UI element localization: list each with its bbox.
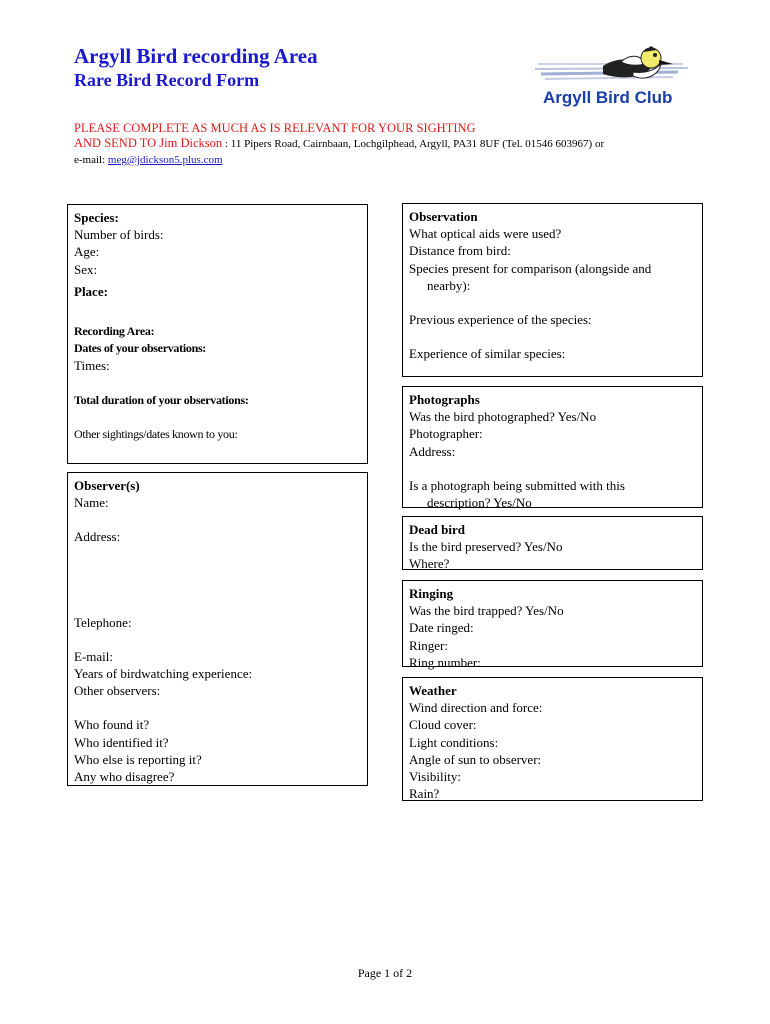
who-found-label: Who found it?	[74, 717, 150, 733]
duration-label: Total duration of your observations:	[74, 392, 249, 407]
date-ringed-label: Date ringed:	[409, 620, 474, 636]
other-sightings-label: Other sightings/dates known to you:	[74, 426, 238, 441]
email-label: E-mail:	[74, 648, 113, 664]
previous-experience-label: Previous experience of the species:	[409, 312, 592, 328]
dates-label: Dates of your observations:	[74, 341, 207, 356]
email-label: e-mail:	[74, 154, 108, 166]
years-label: Years of birdwatching experience:	[74, 666, 253, 682]
address-label: Address:	[74, 529, 121, 545]
times-label: Times:	[74, 358, 110, 374]
instructions	[74, 121, 714, 168]
photographer-label: Photographer:	[409, 426, 483, 442]
optical-label: What optical aids were used?	[409, 226, 562, 242]
cloud-label: Cloud cover:	[409, 717, 477, 733]
place-label: Place:	[74, 283, 108, 299]
rain-label: Rain?	[409, 786, 440, 802]
ringing-heading: Ringing	[409, 586, 454, 601]
distance-label: Distance from bird:	[409, 243, 511, 259]
dead-bird-section	[402, 516, 703, 570]
email-line	[74, 152, 714, 168]
recording-area-label: Recording Area:	[74, 324, 155, 339]
page-title: Argyll Bird recording Area	[74, 44, 318, 68]
postal-address: : 11 Pipers Road, Cairnbaan, Lochgilphead, Argyll, PA31 8UF (Tel. 01546 603967) or	[222, 138, 605, 150]
name-label: Name:	[74, 495, 109, 511]
who-identified-label: Who identified it?	[74, 734, 169, 750]
photographer-address-label: Address:	[409, 443, 456, 459]
observation-section	[402, 203, 703, 377]
observer-section	[67, 472, 368, 786]
light-label: Light conditions:	[409, 734, 499, 750]
who-else-label: Who else is reporting it?	[74, 751, 202, 767]
club-name: Argyll Bird Club	[543, 88, 673, 107]
weather-heading: Weather	[409, 683, 457, 698]
observation-heading: Observation	[409, 209, 478, 224]
send-to-name: AND SEND TO Jim Dickson	[74, 136, 223, 150]
preserved-label: Is the bird preserved? Yes/No	[409, 539, 563, 555]
photographed-label: Was the bird photographed? Yes/No	[409, 409, 597, 425]
trapped-label: Was the bird trapped? Yes/No	[409, 603, 564, 619]
dead-bird-heading: Dead bird	[409, 522, 465, 537]
photographs-heading: Photographs	[409, 392, 480, 407]
photo-submitted-label-cont: description? Yes/No	[427, 495, 532, 511]
comparison-label: Species present for comparison (alongside and	[409, 260, 652, 276]
telephone-label: Telephone:	[74, 614, 132, 630]
number-label: Number of birds:	[74, 227, 164, 243]
sex-label: Sex:	[74, 261, 98, 277]
send-to-line	[74, 136, 714, 152]
ring-number-label: Ring number:	[409, 654, 481, 670]
species-label: Species:	[74, 210, 119, 225]
weather-section	[402, 677, 703, 801]
ringing-section	[402, 580, 703, 670]
ringer-label: Ringer:	[409, 637, 448, 653]
other-observers-label: Other observers:	[74, 683, 161, 699]
similar-experience-label: Experience of similar species:	[409, 346, 566, 362]
page-number: Page 1 of 2	[357, 966, 413, 980]
email-link[interactable]: meg@jdickson5.plus.com	[107, 154, 223, 166]
age-label: Age:	[74, 244, 100, 260]
photo-submitted-label: Is a photograph being submitted with this	[409, 477, 625, 493]
comparison-label-cont: nearby):	[427, 277, 471, 293]
photographs-section	[402, 386, 703, 511]
wind-label: Wind direction and force:	[409, 700, 543, 716]
instruction-line: PLEASE COMPLETE AS MUCH AS IS RELEVANT FOR YOUR SIGHTING	[74, 121, 476, 135]
observer-heading: Observer(s)	[74, 478, 140, 493]
form-subtitle: Rare Bird Record Form	[74, 70, 260, 90]
species-section	[67, 204, 368, 464]
where-label: Where?	[409, 556, 450, 572]
disagree-label: Any who disagree?	[74, 769, 175, 785]
visibility-label: Visibility:	[409, 769, 461, 785]
sun-angle-label: Angle of sun to observer:	[409, 751, 542, 767]
